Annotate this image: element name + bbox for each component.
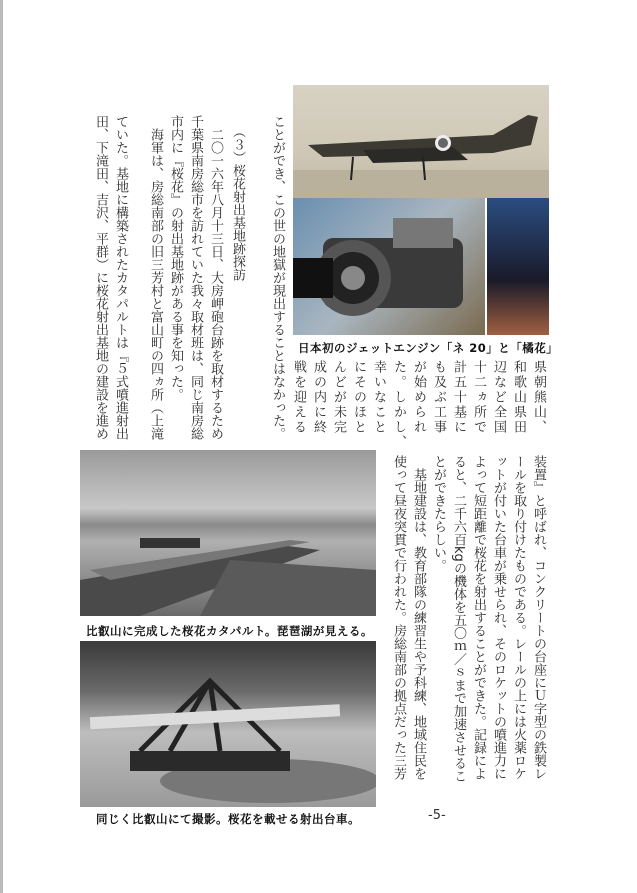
spacer: [247, 115, 267, 440]
text-line: 田、下滝田、吉沢、平群）に桜花射出基地の建設を進め: [93, 115, 108, 440]
launch-cart-icon: [80, 641, 376, 807]
engine-icon: [293, 198, 485, 335]
page-number: -5-: [428, 808, 446, 823]
text-line: ると、二千六百kgの機体を五〇ｍ／ｓまで加速させるこ: [451, 455, 466, 783]
text-line: も及ぶ工事: [431, 360, 446, 435]
jet-engine-caption: 日本初のジェットエンジン「ネ 20」と「橘花」: [298, 341, 559, 355]
body-text-top-right: [288, 360, 548, 450]
body-text-top-left: [90, 115, 130, 440]
text-line: 市内に『桜花』の射出基地跡がある事を知った。: [168, 115, 183, 401]
text-line: ットが付いた台車が乗せられ、そのロケットの噴進力に: [491, 455, 506, 780]
launch-cart-photo: [80, 641, 376, 807]
text-line: 県朝熊山、: [531, 360, 546, 435]
text-line: た。しかし、: [391, 360, 406, 450]
text-line: 成の内に終: [311, 360, 326, 435]
continuation-line: ことができ、この世の地獄が現出することはなかった。: [270, 115, 285, 440]
text-line: が始められ: [411, 360, 426, 435]
catapult-photo: [80, 450, 376, 616]
text-line: 千葉県南房総市を訪れていた我々取材班は、同じ南房総: [188, 115, 203, 440]
text-line: 計五十基に: [451, 360, 466, 435]
body-text-top-left-main: [145, 115, 287, 440]
text-line: 基地建設は、教育部隊の練習生や予科練、地域住民を: [411, 455, 426, 780]
text-line: とができたらしい。: [431, 455, 446, 572]
engine-display-photo: [487, 198, 549, 335]
jet-engine-photo: [293, 198, 485, 335]
text-line: 幸いなこと: [371, 360, 386, 435]
jet-aircraft-photo: [293, 85, 549, 198]
aircraft-silhouette-icon: [293, 85, 549, 198]
launch-cart-caption: 同じく比叡山にて撮影。桜花を載せる射出台車。: [96, 812, 360, 826]
text-line: ールを取り付けたものである。レールの上には火薬ロケ: [511, 455, 526, 780]
text-line: 二〇一六年八月十三日、大房岬砲台跡を取材するため: [208, 115, 223, 440]
text-line: ていた。基地に構築されたカタパルトは『５式噴進射出: [113, 115, 128, 440]
text-line: よって短距離で桜花を射出することができた。記録によ: [471, 455, 486, 780]
catapult-caption: 比叡山に完成した桜花カタパルト。琵琶湖が見える。: [86, 624, 373, 638]
text-line: 戦を迎える: [291, 360, 306, 435]
text-line: 海軍は、房総南部の旧三芳村と富山町の四ヵ所（上滝: [148, 115, 163, 440]
text-line: 和歌山県田: [511, 360, 526, 435]
body-text-bottom-right: [388, 455, 548, 783]
text-line: 十二ヵ所で: [471, 360, 486, 435]
catapult-rails-icon: [80, 450, 376, 616]
section-heading: （３）桜花射出基地跡探訪: [230, 125, 245, 281]
text-line: にそのほと: [351, 360, 366, 435]
text-line: 辺など全国: [491, 360, 506, 435]
page-edge: [0, 0, 3, 893]
text-line: 装置』と呼ばれ、コンクリートの台座にＵ字型の鉄製レ: [531, 455, 546, 780]
text-line: 使って昼夜突貫で行われた。房総南部の拠点だった三芳: [391, 455, 406, 780]
text-line: んどが未完: [331, 360, 346, 435]
